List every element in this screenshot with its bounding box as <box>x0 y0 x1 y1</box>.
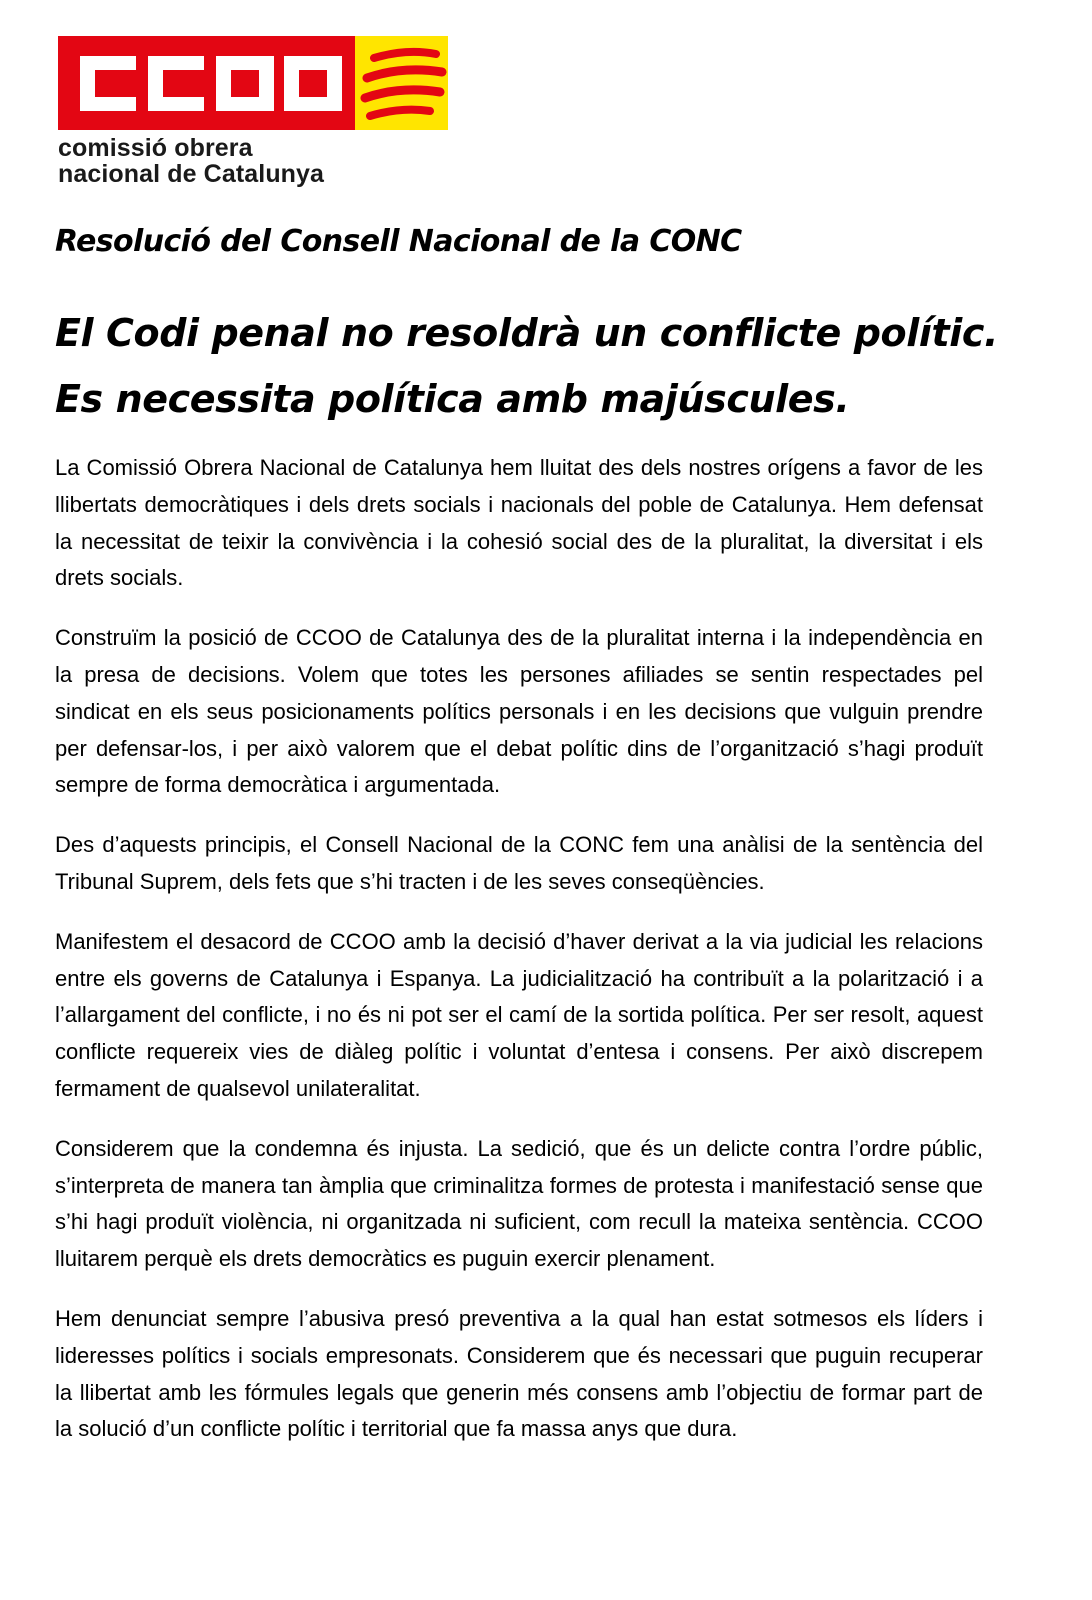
headline-line-2: Es necessita política amb majúscules. <box>55 377 850 421</box>
logo-wordmark <box>58 135 448 187</box>
headline <box>55 300 999 432</box>
headline-line-1: El Codi penal no resoldrà un conflicte polític. <box>55 311 999 355</box>
paragraph-2: Construïm la posició de CCOO de Catalunya des de la pluralitat interna i la independència en la presa de decisions. Volem que totes les persones afiliades se sentin respectades pel sindicat en els seus posicionaments polítics personals i en les decisions que vulguin prendre per defensar-los, i per això valorem que el debat polític dins de l’organització s’hagi produït sempre de forma democràtica i argumentada. <box>55 625 983 798</box>
logo-line-2: nacional de Catalunya <box>58 160 325 188</box>
paragraph-6: Hem denunciat sempre l’abusiva presó preventiva a la qual han estat sotmesos els líders i lideresses polítics i socials empresonats. Considerem que és necessari que puguin recuperar la llibertat amb les fórmules legals que generin més consens amb l’objectiu de formar part de la solució d’un conflicte polític i territorial que fa massa anys que dura. <box>55 1305 983 1442</box>
paragraph-1: La Comissió Obrera Nacional de Catalunya hem lluitat des dels nostres orígens a favor de les llibertats democràtiques i dels drets socials i nacionals del poble de Catalunya. Hem defensat la necessitat de teixir la convivència i la cohesió social des de la pluralitat, la diversitat i els drets socials. <box>55 455 983 591</box>
paragraph-5: Considerem que la condemna és injusta. La sedició, que és un delicte contra l’ordre públic, s’interpreta de manera tan àmplia que criminalitza formes de protesta i manifestació sense que s’hi hagi produït violència, ni organitzada ni suficient, com recull la mateixa sentència. CCOO lluitarem perquè els drets democràtics es puguin exercir plenament. <box>55 1135 983 1272</box>
ccoo-logo-mark <box>58 36 448 130</box>
paragraph-3: Des d’aquests principis, el Consell Nacional de la CONC fem una anàlisi de la sentència del Tribunal Suprem, dels fets que s’hi tracten i de les seves conseqüències. <box>55 832 983 894</box>
logo-line-1: comissió obrera <box>58 134 253 162</box>
document-body <box>55 450 983 1471</box>
ccoo-logo <box>58 36 448 187</box>
resolution-title: Resolució del Consell Nacional de la CONC <box>55 224 742 259</box>
logo-red-block <box>58 36 355 130</box>
paragraph-4: Manifestem el desacord de CCOO amb la decisió d’haver derivat a la via judicial les relacions entre els governs de Catalunya i Espanya. La judicialització ha contribuït a la polarització i a l’allargament del conflicte, i no és ni pot ser el camí de la sortida política. Per ser resolt, aquest conflicte requereix vies de diàleg polític i voluntat d’entesa i consens. Per això discrepem fermament de qualsevol unilateralitat. <box>55 928 983 1101</box>
